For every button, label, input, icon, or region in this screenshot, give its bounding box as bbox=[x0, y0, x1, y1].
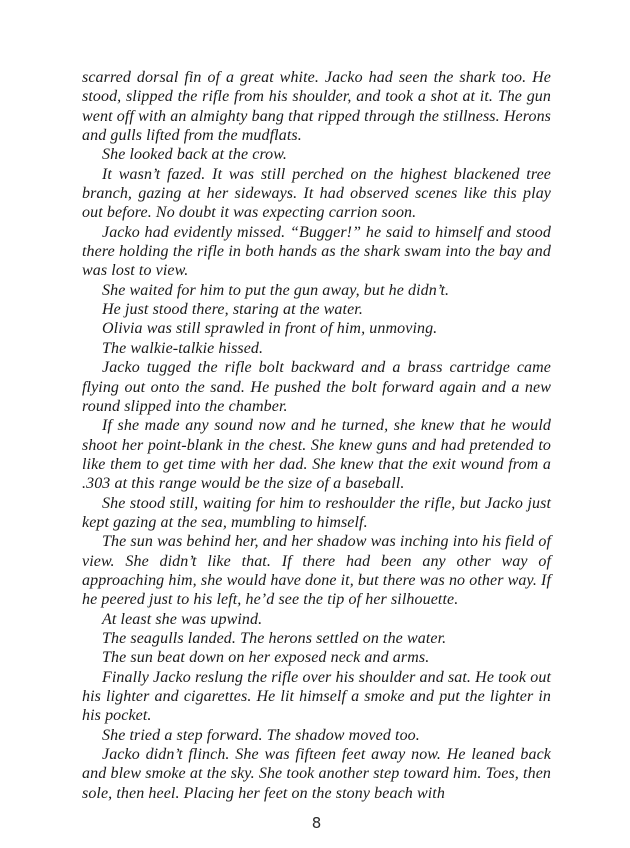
paragraph: Jacko didn’t flinch. She was fifteen feet away now. He leaned back and blew smoke at the sky. She took another step toward him. Toes, then sole, then heel. Placing her feet on the stony beach with bbox=[82, 746, 551, 802]
paragraph: At least she was upwind. bbox=[102, 610, 263, 628]
paragraph: Jacko had evidently missed. “Bugger!” he said to himself and stood there holding the rifle in both hands as the shark swam into the bay and was lost to view. bbox=[82, 223, 551, 280]
paragraph: If she made any sound now and he turned, she knew that he would shoot her point-blank in the chest. She knew guns and had pretended to like them to get time with her dad. She knew that the exit wound from a .303 at this range would be the size of a baseball. bbox=[82, 417, 551, 493]
paragraph: She tried a step forward. The shadow moved too. bbox=[102, 726, 420, 744]
paragraph: Jacko tugged the rifle bolt backward and a brass cartridge came flying out onto the sand. He pushed the bolt forward again and a new round slipped into the chamber. bbox=[82, 359, 551, 415]
paragraph: The sun beat down on her exposed neck and arms. bbox=[102, 649, 430, 667]
paragraph: She stood still, waiting for him to reshoulder the rifle, but Jacko just kept gazing at the sea, mumbling to himself. bbox=[82, 494, 551, 531]
paragraph: The seagulls landed. The herons settled on the water. bbox=[102, 629, 447, 647]
paragraph: The sun was behind her, and her shadow was inching into his field of view. She didn’t like that. If there had been any other way of approaching him, she would have done it, but there was no other way. If he peered just to his left, he’d see the tip of her silhouette. bbox=[82, 533, 551, 609]
paragraph: He just stood there, staring at the water. bbox=[102, 301, 363, 319]
paragraph: Finally Jacko reslung the rifle over his shoulder and sat. He took out his lighter and cigarettes. He lit himself a smoke and put the lighter in his pocket. bbox=[82, 668, 551, 725]
paragraph: Olivia was still sprawled in front of him, unmoving. bbox=[102, 320, 438, 338]
paragraph: She looked back at the crow. bbox=[102, 146, 287, 164]
paragraph: She waited for him to put the gun away, but he didn’t. bbox=[102, 281, 450, 299]
paragraph: scarred dorsal fin of a great white. Jacko had seen the shark too. He stood, slipped the rifle from his shoulder, and took a shot at it. The gun went off with an almighty bang that ripped through the stillness. Herons and gulls lifted from the mudflats. bbox=[82, 69, 551, 145]
page-number: 8 bbox=[311, 814, 322, 832]
paragraph: It wasn’t fazed. It was still perched on the highest blackened tree branch, gazing at her sideways. It had observed scenes like this play out before. No doubt it was expecting carrion soon. bbox=[82, 165, 551, 222]
page-text bbox=[82, 68, 551, 803]
paragraph: The walkie-talkie hissed. bbox=[102, 339, 264, 357]
